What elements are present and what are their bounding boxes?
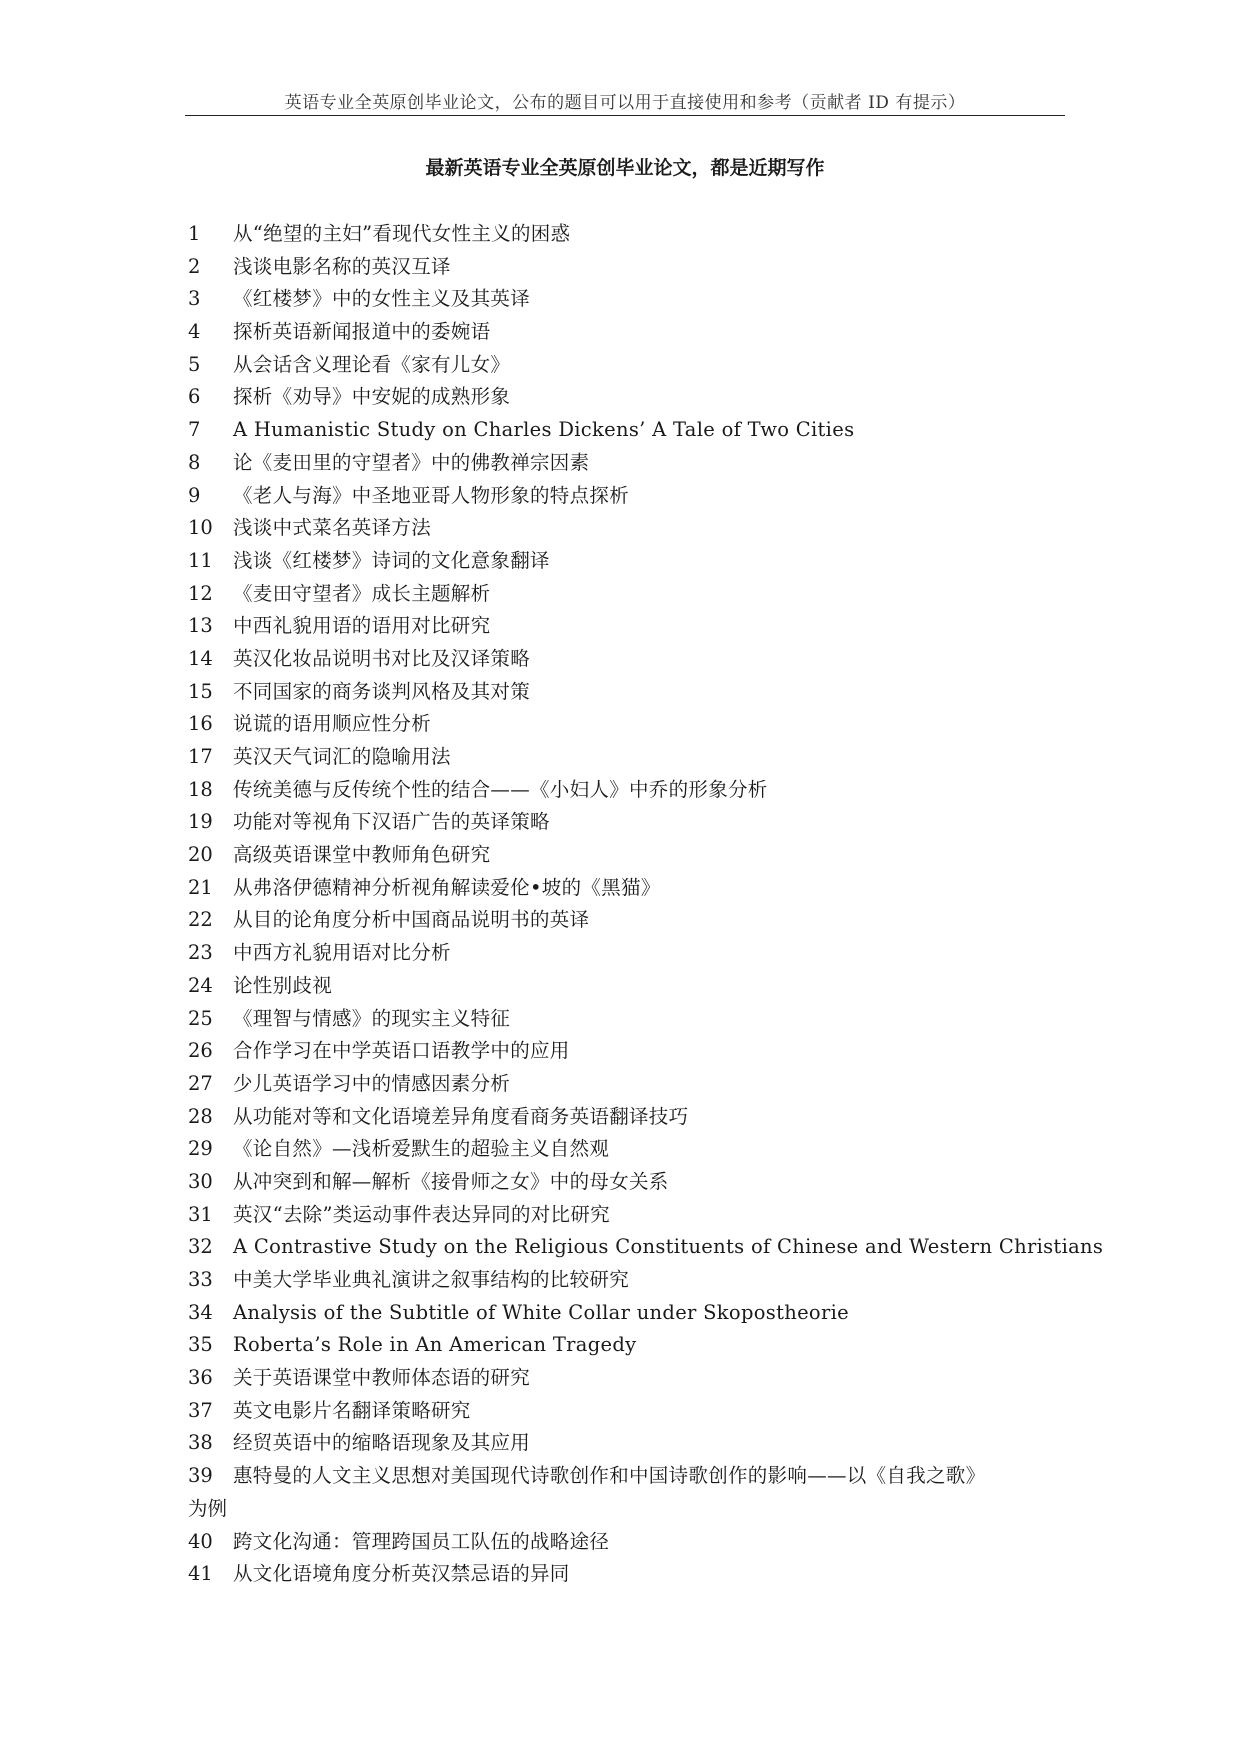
item-title: 从文化语境角度分析英汉禁忌语的异同 [233,1562,570,1586]
item-title: A Contrastive Study on the Religious Constituents of Chinese and Western Christians [233,1235,1104,1259]
item-title: 《老人与海》中圣地亚哥人物形象的特点探析 [233,483,630,507]
item-title: 不同国家的商务谈判风格及其对策 [233,679,531,703]
item-number: 38 [188,1431,213,1455]
item-number: 4 [188,320,201,344]
list-item [188,741,1068,774]
list-item [188,1264,1068,1297]
item-title: 论《麦田里的守望者》中的佛教禅宗因素 [233,450,590,474]
item-number: 5 [188,352,201,376]
item-title: 中西礼貌用语的语用对比研究 [233,614,491,638]
item-number: 12 [188,581,213,605]
list-item [188,512,1068,545]
item-title: Roberta’s Role in An American Tragedy [233,1333,637,1357]
item-number: 32 [188,1235,213,1259]
item-title: 探析《劝导》中安妮的成熟形象 [233,385,511,409]
list-item [188,1297,1068,1330]
list-item [188,1101,1068,1134]
item-title: 从目的论角度分析中国商品说明书的英译 [233,908,590,932]
item-title: 从功能对等和文化语境差异角度看商务英语翻译技巧 [233,1104,689,1128]
item-number: 20 [188,843,213,867]
item-title: 浅谈《红楼梦》诗词的文化意象翻译 [233,548,550,572]
document-title: 最新英语专业全英原创毕业论文，都是近期写作 [425,157,825,179]
list-item [188,1003,1068,1036]
item-title: 《红楼梦》中的女性主义及其英译 [233,287,531,311]
item-number: 29 [188,1137,213,1161]
list-item [188,806,1068,839]
item-title: 《理智与情感》的现实主义特征 [233,1006,511,1030]
item-title: 经贸英语中的缩略语现象及其应用 [233,1431,531,1455]
item-number: 17 [188,745,213,768]
item-title: 英汉“去除”类运动事件表达异同的对比研究 [233,1202,610,1226]
item-number: 28 [188,1104,213,1128]
list-item [188,1035,1068,1068]
item-title: 高级英语课堂中教师角色研究 [233,843,491,867]
item-number: 35 [188,1333,213,1357]
item-number: 19 [188,810,213,834]
item-title: 《论自然》—浅析爱默生的超验主义自然观 [233,1137,610,1161]
list-item [188,1231,1104,1264]
item-number: 6 [188,385,201,409]
list-item [188,676,1068,709]
list-item [188,839,1068,872]
list-item [188,283,1068,316]
item-number: 10 [188,516,213,540]
item-number: 15 [188,679,213,703]
item-number: 33 [188,1268,213,1291]
item-title-continuation: 为例 [188,1496,228,1520]
list-item [188,1133,1068,1166]
item-title: 探析英语新闻报道中的委婉语 [233,320,491,344]
list-item [188,774,1068,807]
item-title: 说谎的语用顺应性分析 [233,712,432,736]
item-title: 中美大学毕业典礼演讲之叙事结构的比较研究 [233,1268,630,1291]
item-number: 37 [188,1398,213,1422]
item-number: 39 [188,1464,213,1488]
item-number: 18 [188,777,213,801]
list-item [188,937,1068,970]
list-item [188,643,1068,676]
item-title: 英汉化妆品说明书对比及汉译策略 [233,646,531,670]
item-number: 25 [188,1006,213,1030]
list-item [188,349,1068,382]
item-title: 论性别歧视 [233,973,333,997]
item-number: 24 [188,973,213,997]
item-number: 41 [188,1562,213,1586]
item-title: 从会话含义理论看《家有儿女》 [233,352,511,376]
list-item [188,1460,1068,1525]
item-title: 惠特曼的人文主义思想对美国现代诗歌创作和中国诗歌创作的影响——以《自我之歌》 [233,1464,986,1488]
list-item [188,610,1068,643]
item-title: 合作学习在中学英语口语教学中的应用 [233,1039,570,1063]
list-item [188,1558,1068,1591]
list-item [188,1329,1068,1362]
item-title: 从冲突到和解—解析《接骨师之女》中的母女关系 [233,1169,669,1193]
thesis-title-list [188,218,1104,1591]
list-item [188,1427,1068,1460]
list-item [188,1395,1068,1428]
item-number: 23 [188,941,213,965]
item-number: 8 [188,450,201,474]
item-title: 功能对等视角下汉语广告的英译策略 [233,810,550,834]
list-item [188,218,1068,251]
item-title: 少儿英语学习中的情感因素分析 [233,1071,511,1095]
item-number: 11 [188,548,213,572]
item-title: 从“绝望的主妇”看现代女性主义的困惑 [233,222,571,245]
list-item [188,904,1068,937]
item-title: 传统美德与反传统个性的结合——《小妇人》中乔的形象分析 [233,777,768,801]
list-item [188,1199,1068,1232]
list-item [188,1362,1068,1395]
item-number: 30 [188,1169,213,1193]
item-number: 14 [188,646,213,670]
item-number: 9 [188,483,201,507]
item-title: 中西方礼貌用语对比分析 [233,941,451,965]
item-title: 浅谈中式菜名英译方法 [233,516,432,540]
item-title: 关于英语课堂中教师体态语的研究 [233,1366,531,1390]
item-number: 16 [188,712,213,736]
list-item [188,872,1068,905]
item-title: 从弗洛伊德精神分析视角解读爱伦•坡的《黑猫》 [233,875,661,899]
item-number: 2 [188,254,201,278]
list-item [188,480,1068,513]
list-item [188,414,1068,447]
list-item [188,316,1068,349]
item-number: 3 [188,287,201,311]
item-number: 21 [188,875,213,899]
list-item [188,1166,1068,1199]
item-title: Analysis of the Subtitle of White Collar under Skopostheorie [233,1300,849,1324]
list-item [188,545,1068,578]
list-item [188,578,1068,611]
item-title: 跨文化沟通：管理跨国员工队伍的战略途径 [233,1529,610,1553]
item-number: 1 [188,222,201,245]
item-number: 31 [188,1202,213,1226]
page-header: 英语专业全英原创毕业论文，公布的题目可以用于直接使用和参考（贡献者 ID 有提示） [284,93,966,113]
list-item [188,708,1068,741]
item-title: 英汉天气词汇的隐喻用法 [233,745,451,768]
list-item [188,251,1068,284]
list-item [188,381,1068,414]
header-divider [185,115,1065,116]
item-title: A Humanistic Study on Charles Dickens’ A Tale of Two Cities [233,418,855,442]
item-number: 26 [188,1039,213,1063]
item-title: 英文电影片名翻译策略研究 [233,1398,471,1422]
list-item [188,447,1068,480]
item-number: 36 [188,1366,213,1390]
list-item [188,1526,1068,1559]
item-number: 7 [188,418,201,442]
item-number: 22 [188,908,213,932]
item-title: 《麦田守望者》成长主题解析 [233,581,491,605]
item-title: 浅谈电影名称的英汉互译 [233,254,451,278]
item-number: 13 [188,614,213,638]
item-number: 40 [188,1529,213,1553]
list-item [188,1068,1068,1101]
item-number: 27 [188,1071,213,1095]
item-number: 34 [188,1300,213,1324]
list-item [188,970,1068,1003]
